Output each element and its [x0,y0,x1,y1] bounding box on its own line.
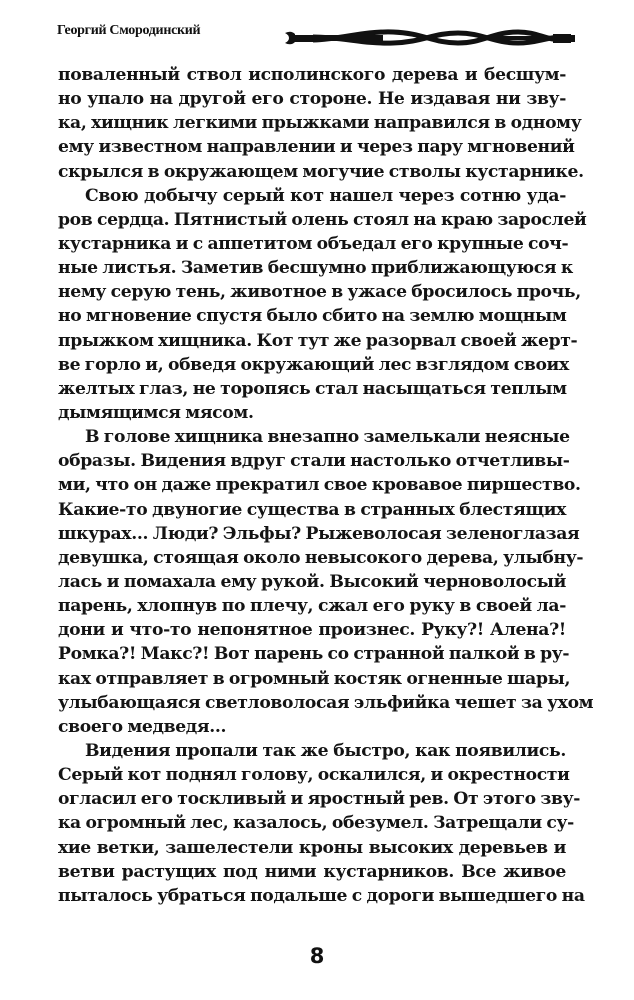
text-line: но упало на другой его стороне. Не издавая ни зву- [58,89,566,110]
text-line: В голове хищника внезапно замелькали неясные [85,427,570,448]
twisted-rope-ornament-icon [283,27,578,49]
text-line: Ромка?! Макс?! Вот парень со странной палкой в ру- [58,644,570,665]
text-line: ные листья. Заметив бесшумно приближающуюся к [58,258,573,279]
text-line: ветви растущих под ними кустарников. Все живое [58,861,566,882]
text-line: желтых глаз, не торопясь стал насыщаться теплым [58,378,567,399]
text-line: Видения пропали так же быстро, как появились. [85,740,566,761]
text-line: кустарника и с аппетитом объедал его крупные соч- [58,233,569,254]
text-line: лась и помахала ему рукой. Высокий черноволосый [58,571,566,592]
text-line: шкурах... Люди? Эльфы? Рыжеволосая зеленоглазая [58,523,580,544]
text-line: ках отправляет в огромный костяк огненные шары, [58,668,571,689]
text-line: образы. Видения вдруг стали настолько отчетливы- [58,451,570,472]
text-line: ве горло и, обведя окружающий лес взглядом своих [58,354,569,375]
paragraph-3 [58,425,594,739]
text-line: нему серую тень, животное в ужасе бросилось прочь, [58,282,581,303]
paragraph-4 [58,739,585,908]
text-line: пыталось убраться подальше с дороги вышедшего на [58,885,585,906]
page-number: 8 [309,944,325,968]
text-line: дони и что-то непонятное произнес. Руку?! Алена?! [58,620,566,641]
text-line: парень, хлопнув по плечу, сжал его руку в своей ла- [58,596,566,617]
text-line: прыжком хищника. Кот тут же разорвал своей жерт- [58,330,578,351]
text-line: Какие-то двуногие существа в странных блестящих [58,499,566,520]
text-line: Серый кот поднял голову, оскалился, и окрестности [58,765,570,786]
text-line: ка, хищник легкими прыжками направился в одному [58,113,582,134]
text-line: поваленный ствол исполинского дерева и бесшум- [58,65,566,85]
text-line: улыбающаяся светловолосая эльфийка чешет за ухом [58,692,594,713]
body-text [58,63,594,908]
text-line: ему известном направлении и через пару мгновений [58,137,575,158]
text-line: но мгновение спустя было сбито на землю мощным [58,306,567,327]
text-line: ми, что он даже прекратил свое кровавое пиршество. [58,475,581,496]
text-line: девушка, стоящая около невысокого дерева, улыбну- [58,547,584,568]
text-line: ка огромный лес, казалось, обезумел. Затрещали су- [58,813,574,834]
text-line: огласил его тоскливый и яростный рев. От этого зву- [58,789,581,810]
text-line: своего медведя... [58,716,227,737]
text-line: ров сердца. Пятнистый олень стоял на краю зарослей [58,209,587,230]
text-line: Свою добычу серый кот нашел через сотню уда- [85,185,566,206]
paragraph-2 [58,184,587,425]
paragraph-1 [58,63,584,184]
text-line: хие ветки, зашелестели кроны высоких деревьев и [58,837,566,858]
text-line: дымящимся мясом. [58,402,254,423]
running-header-author: Георгий Смородинский [57,23,201,38]
text-line: скрылся в окружающем могучие стволы кустарнике. [58,161,584,182]
